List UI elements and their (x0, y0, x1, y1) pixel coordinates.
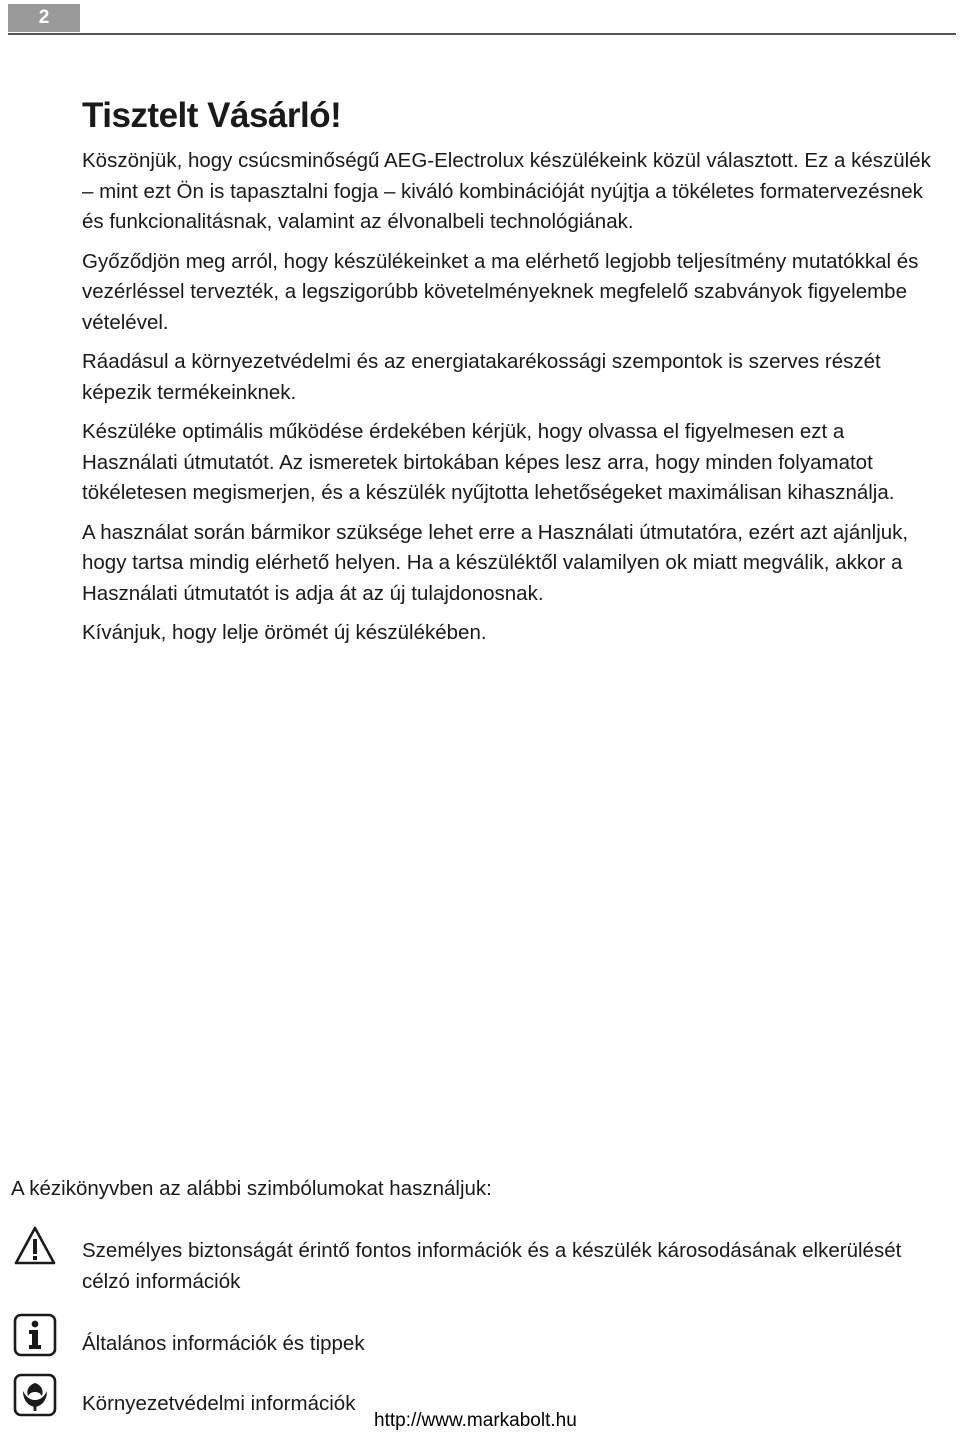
header-divider (8, 33, 956, 35)
page-number: 2 (8, 4, 80, 32)
paragraph: Győződjön meg arról, hogy készülékeinket a ma elérhető legjobb teljesítmény mutatókkal és vezérléssel tervezték, a legszigorúbb követelményeknek megfelelő szabványok figyelembe vételével. (82, 249, 919, 334)
symbol-label: Általános információk és tippek (82, 1332, 365, 1355)
warning-triangle-icon (13, 1225, 57, 1272)
symbol-label: Személyes biztonságát érintő fontos információk és a készülék károsodásának elkerülését célzó információk (82, 1239, 902, 1293)
paragraph: Köszönjük, hogy csúcsminőségű AEG-Electrolux készülékeink közül választott. Ez a készülék – mint ezt Ön is tapasztalni fogja – kiváló kombinációját nyújtja a tökéletes formatervezésnek és funkcionalitásnak, valamint az élvonalbeli technológiának. (82, 149, 931, 233)
paragraph: A használat során bármikor szüksége lehet erre a Használati útmutatóra, ezért azt ajánljuk, hogy tartsa mindig elérhető helyen. Ha a készüléktől valamilyen ok miatt megválik, akkor a Használati útmutatót is adja át az új tulajdonosnak. (82, 520, 909, 605)
footer-url[interactable]: http://www.markabolt.hu (374, 1410, 577, 1431)
info-icon (13, 1313, 57, 1362)
environment-icon (13, 1373, 57, 1422)
page-title: Tisztelt Vásárló! (82, 96, 342, 135)
intro-text (82, 146, 936, 658)
paragraph: Ráadásul a környezetvédelmi és az energiatakarékossági szempontok is szerves részét képezik termékeinknek. (82, 350, 881, 404)
symbol-label: Környezetvédelmi információk (82, 1392, 356, 1415)
symbols-heading: A kézikönyvben az alábbi szimbólumokat használjuk: (11, 1177, 492, 1200)
paragraph: Kívánjuk, hogy lelje örömét új készülékében. (82, 621, 487, 644)
paragraph: Készüléke optimális működése érdekében kérjük, hogy olvassa el figyelmesen ezt a Használati útmutatót. Az ismeretek birtokában képes lesz arra, hogy minden folyamatot tökéletesen megismerjen, és a készülék nyűjtotta lehetőségeket maximálisan kihasználja. (82, 420, 895, 504)
